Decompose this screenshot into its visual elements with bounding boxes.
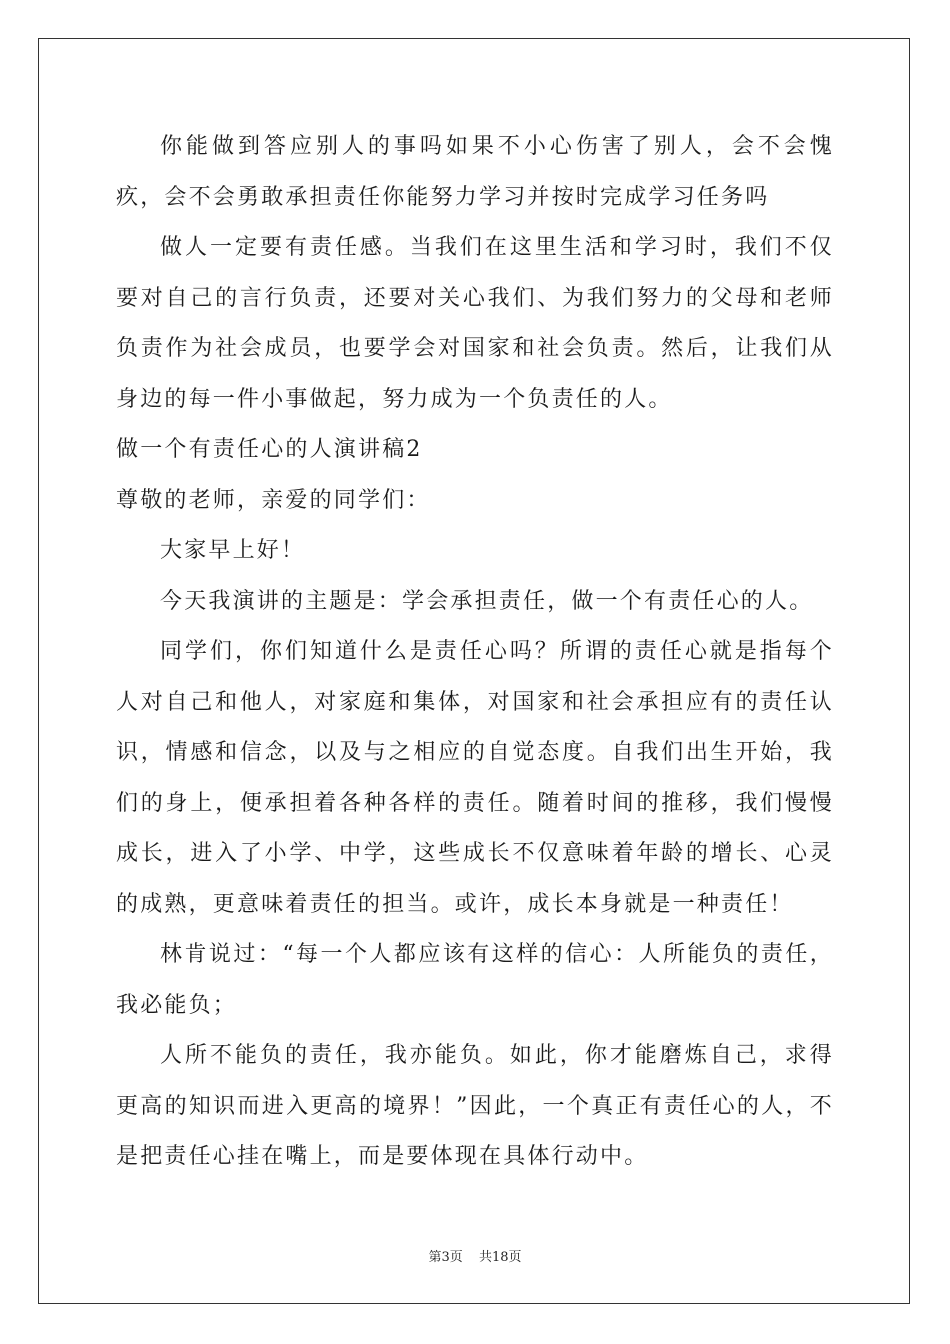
greeting: 大家早上好！	[160, 538, 306, 563]
page-total: 共18页	[478, 1250, 522, 1265]
salutation: 尊敬的老师，亲爱的同学们：	[116, 487, 431, 513]
paragraph-topic: 今天我演讲的主题是：学会承担责任，做一个有责任心的人。	[160, 588, 814, 614]
document-body	[116, 122, 834, 1183]
paragraph-1: 你能做到答应别人的事吗如果不小心伤害了别人，会不会愧疚，会不会勇敢承担责任你能努力学习并按时完成学习任务吗	[116, 134, 834, 210]
paragraph-conclusion: 人所不能负的责任，我亦能负。如此，你才能磨炼自己，求得更高的知识而进入更高的境界！”因此，一个真正有责任心的人，不是把责任心挂在嘴上，而是要体现在具体行动中。	[116, 1043, 834, 1169]
page-number: 第3页	[428, 1250, 463, 1265]
section-heading: 做一个有责任心的人演讲稿2	[116, 437, 423, 462]
paragraph-2: 做人一定要有责任感。当我们在这里生活和学习时，我们不仅要对自己的言行负责，还要对关心我们、为我们努力的父母和老师负责作为社会成员，也要学会对国家和社会负责。然后，让我们从身边的每一件小事做起，努力成为一个负责任的人。	[116, 235, 834, 412]
page-footer	[0, 1246, 950, 1265]
paragraph-responsibility: 同学们，你们知道什么是责任心吗？所谓的责任心就是指每个人对自己和他人，对家庭和集体，对国家和社会承担应有的责任认识，情感和信念，以及与之相应的自觉态度。自我们出生开始，我们的身上，便承担着各种各样的责任。随着时间的推移，我们慢慢成长，进入了小学、中学，这些成长不仅意味着年龄的增长、心灵的成熟，更意味着责任的担当。或许，成长本身就是一种责任！	[116, 639, 834, 917]
paragraph-lincoln-quote: 林肯说过：“每一个人都应该有这样的信心：人所能负的责任，我必能负；	[116, 942, 834, 1018]
